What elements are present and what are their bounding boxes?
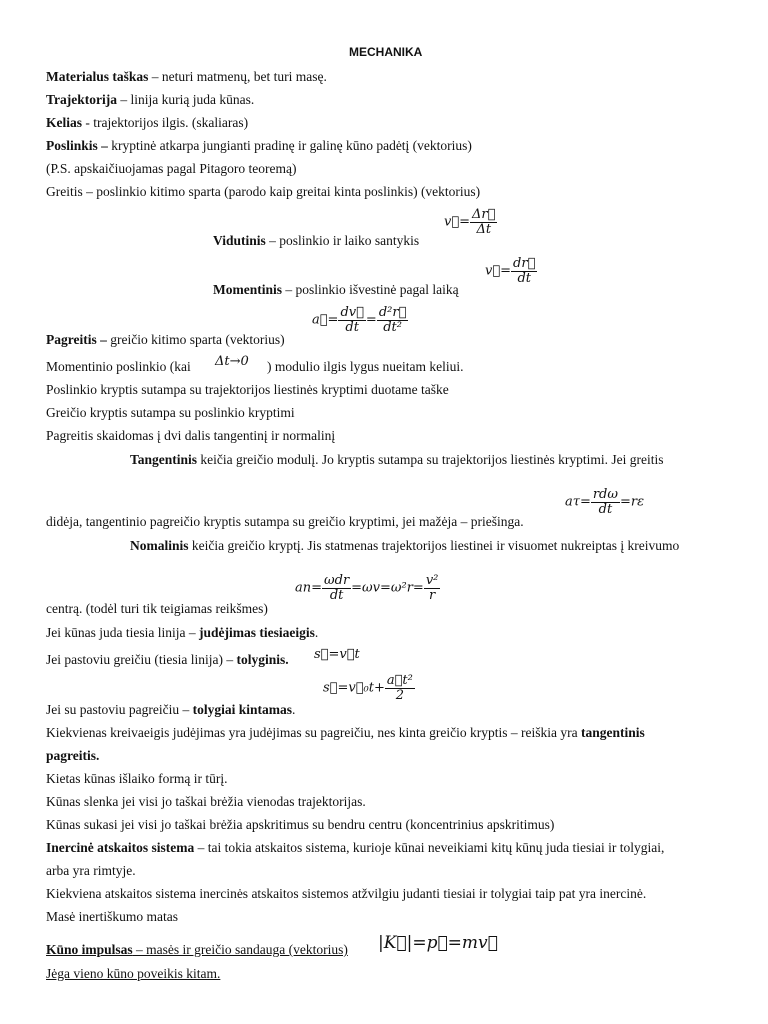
formula-dt-limit: Δt→0: [215, 354, 249, 369]
definition-displacement: Poslinkis – kryptinė atkarpa jungianti pradinę ir galinę kūno padėtį (vektorius): [46, 138, 472, 153]
definition-normal: Nomalinis keičia greičio kryptį. Jis statmenas trajektorijos liestinei ir visuomet nukreiptas į kreivumo: [130, 538, 680, 553]
definition-inertial-frame: Inercinė atskaitos sistema – tai tokia atskaitos sistema, kurioje kūnai neveikiami kitų kūnų juda tiesiai ir tolygiai,: [46, 840, 665, 855]
formula-acceleration: a⃗= $\frac{dv⃗}{dt}$ = $\frac{\text{d²r⃗}}{\text{dt²}}$: [312, 305, 407, 335]
text-normal-center: centrą. (todėl turi tik teigiamas reikšmes): [46, 601, 268, 616]
text-translation: Kūnas slenka jei visi jo taškai brėžia vienodas trajektorijas.: [46, 794, 366, 809]
definition-instant-velocity: Momentinis – poslinkio išvestinė pagal laiką: [213, 282, 459, 297]
definition-mass: Masė inertiškumo matas: [46, 909, 178, 924]
formula-average-velocity: v⃗= $\frac{\Delta r⃗}{\Delta t}$: [444, 207, 496, 237]
text-inertial-frame-rest: arba yra rimtyje.: [46, 863, 136, 878]
text-instant-displacement-a: Momentinio poslinkio (kai: [46, 359, 191, 374]
formula-tangential-acceleration: aτ= $\frac{\text{rdω}}{dt}$ =rε: [565, 487, 645, 517]
definition-rectilinear: Jei kūnas juda tiesia linija – judėjimas tiesiaeigis.: [46, 625, 319, 640]
page-title: MECHANIKA: [349, 45, 423, 59]
text-instant-displacement-b: ) modulio ilgis lygus nueitam keliui.: [267, 359, 464, 374]
definition-tangential: Tangentinis keičia greičio modulį. Jo kryptis sutampa su trajektorijos liestinės kryptimi. Jei greitis: [130, 452, 664, 467]
text-tangential-direction: didėja, tangentinio pagreičio kryptis sutampa su greičio kryptimi, jei mažėja – priešinga.: [46, 514, 524, 529]
text-rigid-body: Kietas kūnas išlaiko formą ir tūrį.: [46, 771, 228, 786]
definition-path: Kelias - trajektorijos ilgis. (skaliaras): [46, 115, 249, 130]
text-displacement-direction: Poslinkio kryptis sutampa su trajektorijos liestinės kryptimi duotame taške: [46, 382, 449, 397]
definition-material-point: Materialus taškas – neturi matmenų, bet turi masę.: [46, 69, 327, 84]
definition-trajectory: Trajektorija – linija kurią juda kūnas.: [46, 92, 255, 107]
definition-uniformly-accelerated: Jei su pastoviu pagreičiu – tolygiai kintamas.: [46, 702, 296, 717]
definition-velocity: Greitis – poslinkio kitimo sparta (parodo kaip greitai kinta poslinkis) (vektorius): [46, 184, 481, 199]
formula-normal-acceleration: an= $\frac{\text{ωdr}}{dt}$ =ωv=ω²r= $\frac{\text{v²}}{r}$: [295, 573, 439, 603]
definition-acceleration: Pagreitis – greičio kitimo sparta (vektorius): [46, 332, 285, 347]
definition-average-velocity: Vidutinis – poslinkio ir laiko santykis: [213, 233, 420, 248]
definition-uniform: Jei pastoviu greičiu (tiesia linija) – tolyginis.: [46, 652, 289, 667]
formula-momentum: |K⃗|=p⃗=mv⃗: [378, 933, 498, 953]
note-pythagoras: (P.S. apskaičiuojamas pagal Pitagoro teoremą): [46, 161, 297, 176]
formula-instant-velocity: v⃗= $\frac{dr⃗}{dt}$: [485, 256, 536, 286]
text-inertial-frame-moving: Kiekviena atskaitos sistema inercinės atskaitos sistemos atžvilgiu judanti tiesiai ir tolygiai taip pat yra inercinė.: [46, 886, 647, 901]
text-curvilinear-motion: Kiekvienas kreivaeigis judėjimas yra judėjimas su pagreičiu, nes kinta greičio kryptis – reiškia yra tangentinis: [46, 725, 645, 740]
definition-momentum: Kūno impulsas – masės ir greičio sandauga (vektorius): [46, 942, 348, 957]
definition-force: Jėga vieno kūno poveikis kitam.: [46, 966, 221, 981]
formula-uniform-motion: s⃗=v⃗t: [314, 647, 360, 662]
text-acceleration-split: Pagreitis skaidomas į dvi dalis tangentinį ir normalinį: [46, 428, 336, 443]
text-rotation: Kūnas sukasi jei visi jo taškai brėžia apskritimus su bendru centru (koncentrinius apskritimus): [46, 817, 555, 832]
text-curvilinear-motion-end: pagreitis.: [46, 748, 100, 763]
text-velocity-direction: Greičio kryptis sutampa su poslinkio kryptimi: [46, 405, 295, 420]
formula-accelerated-motion: s⃗=v⃗₀t+ $\frac{\text{a⃗t²}}{2}$: [323, 673, 413, 703]
